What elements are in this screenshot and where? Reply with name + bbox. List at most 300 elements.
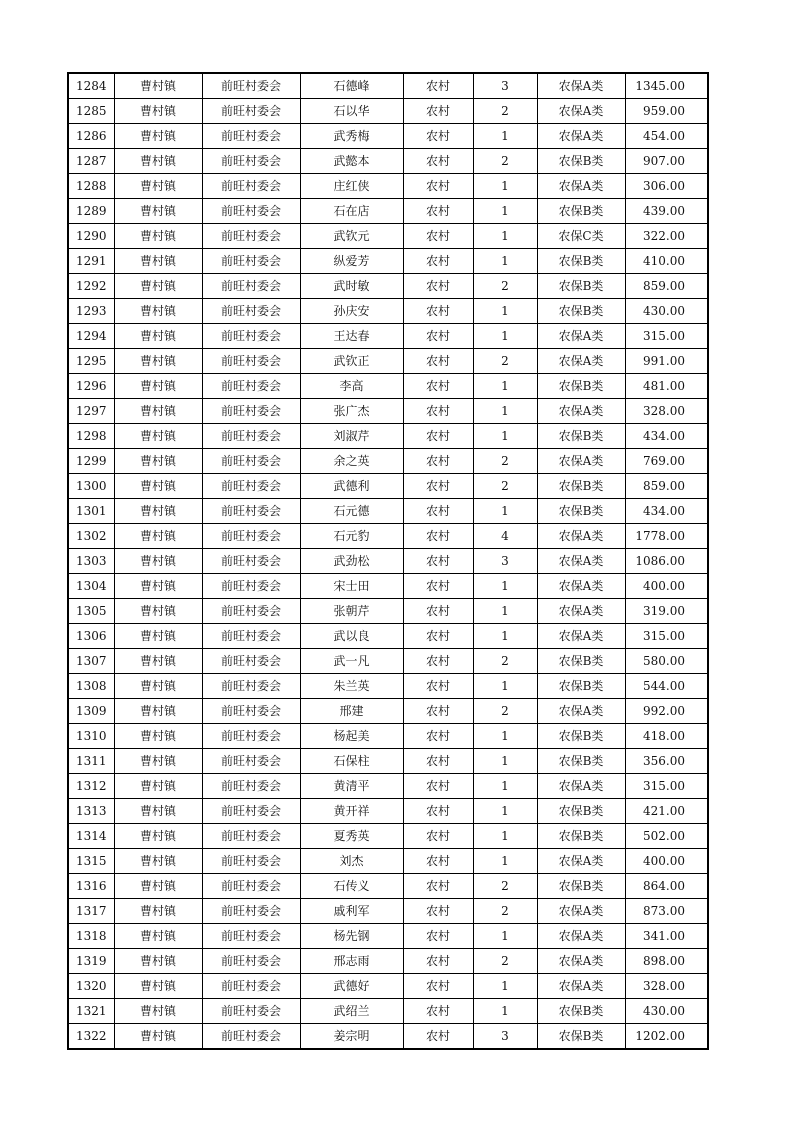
name-cell: 武德利 bbox=[300, 474, 403, 499]
town-cell: 曹村镇 bbox=[114, 799, 202, 824]
area-type-cell: 农村 bbox=[403, 849, 473, 874]
name-cell: 孙庆安 bbox=[300, 299, 403, 324]
area-type-cell: 农村 bbox=[403, 199, 473, 224]
household-size-cell: 1 bbox=[473, 624, 537, 649]
amount-cell: 356.00 bbox=[625, 749, 708, 774]
village-committee-cell: 前旺村委会 bbox=[202, 374, 300, 399]
town-cell: 曹村镇 bbox=[114, 549, 202, 574]
name-cell: 石德峰 bbox=[300, 73, 403, 99]
area-type-cell: 农村 bbox=[403, 749, 473, 774]
town-cell: 曹村镇 bbox=[114, 949, 202, 974]
amount-cell: 898.00 bbox=[625, 949, 708, 974]
insurance-category-cell: 农保B类 bbox=[537, 299, 625, 324]
insurance-category-cell: 农保B类 bbox=[537, 799, 625, 824]
village-committee-cell: 前旺村委会 bbox=[202, 124, 300, 149]
village-committee-cell: 前旺村委会 bbox=[202, 73, 300, 99]
village-committee-cell: 前旺村委会 bbox=[202, 199, 300, 224]
area-type-cell: 农村 bbox=[403, 574, 473, 599]
amount-cell: 434.00 bbox=[625, 499, 708, 524]
household-size-cell: 1 bbox=[473, 374, 537, 399]
town-cell: 曹村镇 bbox=[114, 399, 202, 424]
village-committee-cell: 前旺村委会 bbox=[202, 524, 300, 549]
household-size-cell: 1 bbox=[473, 724, 537, 749]
village-committee-cell: 前旺村委会 bbox=[202, 549, 300, 574]
insurance-category-cell: 农保B类 bbox=[537, 1024, 625, 1050]
town-cell: 曹村镇 bbox=[114, 524, 202, 549]
table-row bbox=[68, 899, 708, 924]
row-number-cell: 1313 bbox=[68, 799, 114, 824]
area-type-cell: 农村 bbox=[403, 474, 473, 499]
row-number-cell: 1290 bbox=[68, 224, 114, 249]
name-cell: 张广杰 bbox=[300, 399, 403, 424]
insurance-category-cell: 农保A类 bbox=[537, 99, 625, 124]
village-committee-cell: 前旺村委会 bbox=[202, 949, 300, 974]
name-cell: 李高 bbox=[300, 374, 403, 399]
row-number-cell: 1285 bbox=[68, 99, 114, 124]
table-row bbox=[68, 549, 708, 574]
name-cell: 武以良 bbox=[300, 624, 403, 649]
area-type-cell: 农村 bbox=[403, 149, 473, 174]
row-number-cell: 1288 bbox=[68, 174, 114, 199]
area-type-cell: 农村 bbox=[403, 349, 473, 374]
town-cell: 曹村镇 bbox=[114, 649, 202, 674]
amount-cell: 544.00 bbox=[625, 674, 708, 699]
table-row bbox=[68, 724, 708, 749]
insurance-category-cell: 农保A类 bbox=[537, 324, 625, 349]
amount-cell: 430.00 bbox=[625, 999, 708, 1024]
row-number-cell: 1287 bbox=[68, 149, 114, 174]
area-type-cell: 农村 bbox=[403, 949, 473, 974]
table-row bbox=[68, 874, 708, 899]
name-cell: 宋士田 bbox=[300, 574, 403, 599]
table-row bbox=[68, 799, 708, 824]
household-size-cell: 1 bbox=[473, 999, 537, 1024]
insurance-category-cell: 农保A类 bbox=[537, 624, 625, 649]
table-row bbox=[68, 324, 708, 349]
row-number-cell: 1296 bbox=[68, 374, 114, 399]
name-cell: 武秀梅 bbox=[300, 124, 403, 149]
amount-cell: 1202.00 bbox=[625, 1024, 708, 1050]
amount-cell: 430.00 bbox=[625, 299, 708, 324]
row-number-cell: 1318 bbox=[68, 924, 114, 949]
name-cell: 夏秀英 bbox=[300, 824, 403, 849]
area-type-cell: 农村 bbox=[403, 674, 473, 699]
area-type-cell: 农村 bbox=[403, 249, 473, 274]
area-type-cell: 农村 bbox=[403, 599, 473, 624]
town-cell: 曹村镇 bbox=[114, 249, 202, 274]
row-number-cell: 1312 bbox=[68, 774, 114, 799]
village-committee-cell: 前旺村委会 bbox=[202, 249, 300, 274]
table-row bbox=[68, 499, 708, 524]
amount-cell: 439.00 bbox=[625, 199, 708, 224]
row-number-cell: 1286 bbox=[68, 124, 114, 149]
row-number-cell: 1291 bbox=[68, 249, 114, 274]
village-committee-cell: 前旺村委会 bbox=[202, 149, 300, 174]
household-size-cell: 1 bbox=[473, 599, 537, 624]
town-cell: 曹村镇 bbox=[114, 199, 202, 224]
name-cell: 石元德 bbox=[300, 499, 403, 524]
table-row bbox=[68, 274, 708, 299]
area-type-cell: 农村 bbox=[403, 99, 473, 124]
insurance-category-cell: 农保B类 bbox=[537, 724, 625, 749]
household-size-cell: 1 bbox=[473, 799, 537, 824]
household-size-cell: 2 bbox=[473, 474, 537, 499]
name-cell: 黄清平 bbox=[300, 774, 403, 799]
town-cell: 曹村镇 bbox=[114, 99, 202, 124]
table-row bbox=[68, 249, 708, 274]
area-type-cell: 农村 bbox=[403, 524, 473, 549]
area-type-cell: 农村 bbox=[403, 124, 473, 149]
row-number-cell: 1303 bbox=[68, 549, 114, 574]
table-row bbox=[68, 824, 708, 849]
household-size-cell: 2 bbox=[473, 99, 537, 124]
table-row bbox=[68, 449, 708, 474]
village-committee-cell: 前旺村委会 bbox=[202, 324, 300, 349]
town-cell: 曹村镇 bbox=[114, 624, 202, 649]
amount-cell: 769.00 bbox=[625, 449, 708, 474]
row-number-cell: 1293 bbox=[68, 299, 114, 324]
amount-cell: 328.00 bbox=[625, 399, 708, 424]
name-cell: 刘杰 bbox=[300, 849, 403, 874]
insurance-category-cell: 农保B类 bbox=[537, 424, 625, 449]
area-type-cell: 农村 bbox=[403, 899, 473, 924]
row-number-cell: 1292 bbox=[68, 274, 114, 299]
village-committee-cell: 前旺村委会 bbox=[202, 999, 300, 1024]
table-row bbox=[68, 774, 708, 799]
row-number-cell: 1311 bbox=[68, 749, 114, 774]
household-size-cell: 2 bbox=[473, 349, 537, 374]
town-cell: 曹村镇 bbox=[114, 749, 202, 774]
table-row bbox=[68, 399, 708, 424]
area-type-cell: 农村 bbox=[403, 174, 473, 199]
village-committee-cell: 前旺村委会 bbox=[202, 874, 300, 899]
amount-cell: 959.00 bbox=[625, 99, 708, 124]
insurance-category-cell: 农保A类 bbox=[537, 449, 625, 474]
insurance-category-cell: 农保B类 bbox=[537, 874, 625, 899]
town-cell: 曹村镇 bbox=[114, 73, 202, 99]
town-cell: 曹村镇 bbox=[114, 174, 202, 199]
village-committee-cell: 前旺村委会 bbox=[202, 849, 300, 874]
row-number-cell: 1317 bbox=[68, 899, 114, 924]
table-body bbox=[68, 73, 708, 1049]
village-committee-cell: 前旺村委会 bbox=[202, 474, 300, 499]
town-cell: 曹村镇 bbox=[114, 124, 202, 149]
household-size-cell: 1 bbox=[473, 499, 537, 524]
row-number-cell: 1300 bbox=[68, 474, 114, 499]
row-number-cell: 1308 bbox=[68, 674, 114, 699]
amount-cell: 341.00 bbox=[625, 924, 708, 949]
name-cell: 邢志雨 bbox=[300, 949, 403, 974]
household-size-cell: 2 bbox=[473, 649, 537, 674]
insurance-category-cell: 农保B类 bbox=[537, 249, 625, 274]
town-cell: 曹村镇 bbox=[114, 574, 202, 599]
name-cell: 武钦元 bbox=[300, 224, 403, 249]
amount-cell: 454.00 bbox=[625, 124, 708, 149]
insurance-category-cell: 农保A类 bbox=[537, 924, 625, 949]
table-row bbox=[68, 99, 708, 124]
insurance-category-cell: 农保A类 bbox=[537, 549, 625, 574]
town-cell: 曹村镇 bbox=[114, 274, 202, 299]
amount-cell: 306.00 bbox=[625, 174, 708, 199]
row-number-cell: 1310 bbox=[68, 724, 114, 749]
village-committee-cell: 前旺村委会 bbox=[202, 174, 300, 199]
insurance-category-cell: 农保B类 bbox=[537, 999, 625, 1024]
insurance-category-cell: 农保A类 bbox=[537, 124, 625, 149]
village-committee-cell: 前旺村委会 bbox=[202, 799, 300, 824]
name-cell: 杨先钢 bbox=[300, 924, 403, 949]
name-cell: 黄开祥 bbox=[300, 799, 403, 824]
village-committee-cell: 前旺村委会 bbox=[202, 749, 300, 774]
name-cell: 石元豹 bbox=[300, 524, 403, 549]
town-cell: 曹村镇 bbox=[114, 899, 202, 924]
insurance-category-cell: 农保A类 bbox=[537, 899, 625, 924]
row-number-cell: 1299 bbox=[68, 449, 114, 474]
insurance-category-cell: 农保B类 bbox=[537, 149, 625, 174]
town-cell: 曹村镇 bbox=[114, 424, 202, 449]
town-cell: 曹村镇 bbox=[114, 474, 202, 499]
town-cell: 曹村镇 bbox=[114, 999, 202, 1024]
village-committee-cell: 前旺村委会 bbox=[202, 974, 300, 999]
village-committee-cell: 前旺村委会 bbox=[202, 899, 300, 924]
amount-cell: 418.00 bbox=[625, 724, 708, 749]
table-row bbox=[68, 374, 708, 399]
name-cell: 刘淑芹 bbox=[300, 424, 403, 449]
village-committee-cell: 前旺村委会 bbox=[202, 649, 300, 674]
household-size-cell: 1 bbox=[473, 574, 537, 599]
household-size-cell: 1 bbox=[473, 249, 537, 274]
amount-cell: 1345.00 bbox=[625, 73, 708, 99]
insurance-category-cell: 农保A类 bbox=[537, 699, 625, 724]
household-size-cell: 1 bbox=[473, 749, 537, 774]
household-size-cell: 1 bbox=[473, 174, 537, 199]
insurance-category-cell: 农保A类 bbox=[537, 174, 625, 199]
amount-cell: 400.00 bbox=[625, 849, 708, 874]
table-row bbox=[68, 149, 708, 174]
amount-cell: 859.00 bbox=[625, 274, 708, 299]
town-cell: 曹村镇 bbox=[114, 774, 202, 799]
table-row bbox=[68, 349, 708, 374]
amount-cell: 992.00 bbox=[625, 699, 708, 724]
name-cell: 姜宗明 bbox=[300, 1024, 403, 1050]
insurance-category-cell: 农保B类 bbox=[537, 199, 625, 224]
town-cell: 曹村镇 bbox=[114, 499, 202, 524]
amount-cell: 434.00 bbox=[625, 424, 708, 449]
area-type-cell: 农村 bbox=[403, 649, 473, 674]
village-committee-cell: 前旺村委会 bbox=[202, 824, 300, 849]
table-row bbox=[68, 299, 708, 324]
household-size-cell: 1 bbox=[473, 324, 537, 349]
row-number-cell: 1302 bbox=[68, 524, 114, 549]
town-cell: 曹村镇 bbox=[114, 374, 202, 399]
name-cell: 石在店 bbox=[300, 199, 403, 224]
village-committee-cell: 前旺村委会 bbox=[202, 499, 300, 524]
insurance-category-cell: 农保B类 bbox=[537, 474, 625, 499]
household-size-cell: 1 bbox=[473, 674, 537, 699]
village-committee-cell: 前旺村委会 bbox=[202, 699, 300, 724]
household-size-cell: 1 bbox=[473, 199, 537, 224]
table-row bbox=[68, 924, 708, 949]
insurance-category-cell: 农保B类 bbox=[537, 824, 625, 849]
insurance-category-cell: 农保B类 bbox=[537, 274, 625, 299]
town-cell: 曹村镇 bbox=[114, 924, 202, 949]
insurance-category-cell: 农保A类 bbox=[537, 849, 625, 874]
town-cell: 曹村镇 bbox=[114, 724, 202, 749]
amount-cell: 907.00 bbox=[625, 149, 708, 174]
household-size-cell: 1 bbox=[473, 849, 537, 874]
row-number-cell: 1314 bbox=[68, 824, 114, 849]
town-cell: 曹村镇 bbox=[114, 674, 202, 699]
area-type-cell: 农村 bbox=[403, 824, 473, 849]
table-row bbox=[68, 73, 708, 99]
town-cell: 曹村镇 bbox=[114, 449, 202, 474]
insurance-category-cell: 农保A类 bbox=[537, 349, 625, 374]
row-number-cell: 1319 bbox=[68, 949, 114, 974]
table-row bbox=[68, 599, 708, 624]
name-cell: 邢建 bbox=[300, 699, 403, 724]
name-cell: 武绍兰 bbox=[300, 999, 403, 1024]
amount-cell: 410.00 bbox=[625, 249, 708, 274]
amount-cell: 315.00 bbox=[625, 774, 708, 799]
household-size-cell: 1 bbox=[473, 224, 537, 249]
village-committee-cell: 前旺村委会 bbox=[202, 99, 300, 124]
area-type-cell: 农村 bbox=[403, 499, 473, 524]
town-cell: 曹村镇 bbox=[114, 974, 202, 999]
area-type-cell: 农村 bbox=[403, 724, 473, 749]
insurance-category-cell: 农保B类 bbox=[537, 674, 625, 699]
village-committee-cell: 前旺村委会 bbox=[202, 624, 300, 649]
village-committee-cell: 前旺村委会 bbox=[202, 224, 300, 249]
area-type-cell: 农村 bbox=[403, 1024, 473, 1050]
table-row bbox=[68, 224, 708, 249]
village-committee-cell: 前旺村委会 bbox=[202, 1024, 300, 1050]
household-size-cell: 2 bbox=[473, 874, 537, 899]
row-number-cell: 1309 bbox=[68, 699, 114, 724]
table-row bbox=[68, 699, 708, 724]
table-row bbox=[68, 949, 708, 974]
village-committee-cell: 前旺村委会 bbox=[202, 924, 300, 949]
insurance-category-cell: 农保A类 bbox=[537, 599, 625, 624]
amount-cell: 328.00 bbox=[625, 974, 708, 999]
town-cell: 曹村镇 bbox=[114, 1024, 202, 1050]
name-cell: 石以华 bbox=[300, 99, 403, 124]
insurance-category-cell: 农保B类 bbox=[537, 374, 625, 399]
town-cell: 曹村镇 bbox=[114, 699, 202, 724]
village-committee-cell: 前旺村委会 bbox=[202, 299, 300, 324]
insurance-category-cell: 农保A类 bbox=[537, 574, 625, 599]
town-cell: 曹村镇 bbox=[114, 874, 202, 899]
row-number-cell: 1307 bbox=[68, 649, 114, 674]
village-committee-cell: 前旺村委会 bbox=[202, 349, 300, 374]
area-type-cell: 农村 bbox=[403, 449, 473, 474]
household-size-cell: 1 bbox=[473, 774, 537, 799]
amount-cell: 502.00 bbox=[625, 824, 708, 849]
row-number-cell: 1301 bbox=[68, 499, 114, 524]
town-cell: 曹村镇 bbox=[114, 599, 202, 624]
table-row bbox=[68, 1024, 708, 1050]
village-committee-cell: 前旺村委会 bbox=[202, 424, 300, 449]
town-cell: 曹村镇 bbox=[114, 324, 202, 349]
area-type-cell: 农村 bbox=[403, 324, 473, 349]
household-size-cell: 1 bbox=[473, 299, 537, 324]
insurance-category-cell: 农保A类 bbox=[537, 73, 625, 99]
area-type-cell: 农村 bbox=[403, 774, 473, 799]
amount-cell: 864.00 bbox=[625, 874, 708, 899]
insurance-category-cell: 农保B类 bbox=[537, 649, 625, 674]
table-row bbox=[68, 524, 708, 549]
name-cell: 杨起美 bbox=[300, 724, 403, 749]
area-type-cell: 农村 bbox=[403, 399, 473, 424]
insurance-category-cell: 农保A类 bbox=[537, 399, 625, 424]
name-cell: 武德好 bbox=[300, 974, 403, 999]
insurance-category-cell: 农保A类 bbox=[537, 524, 625, 549]
table-row bbox=[68, 674, 708, 699]
name-cell: 戚利军 bbox=[300, 899, 403, 924]
household-size-cell: 2 bbox=[473, 449, 537, 474]
village-committee-cell: 前旺村委会 bbox=[202, 774, 300, 799]
area-type-cell: 农村 bbox=[403, 624, 473, 649]
amount-cell: 315.00 bbox=[625, 624, 708, 649]
amount-cell: 421.00 bbox=[625, 799, 708, 824]
household-size-cell: 1 bbox=[473, 974, 537, 999]
name-cell: 武劲松 bbox=[300, 549, 403, 574]
household-size-cell: 2 bbox=[473, 149, 537, 174]
amount-cell: 315.00 bbox=[625, 324, 708, 349]
table-row bbox=[68, 974, 708, 999]
insurance-category-cell: 农保A类 bbox=[537, 949, 625, 974]
household-size-cell: 2 bbox=[473, 949, 537, 974]
household-size-cell: 2 bbox=[473, 899, 537, 924]
row-number-cell: 1289 bbox=[68, 199, 114, 224]
table-row bbox=[68, 424, 708, 449]
name-cell: 石保柱 bbox=[300, 749, 403, 774]
area-type-cell: 农村 bbox=[403, 73, 473, 99]
name-cell: 纵爱芳 bbox=[300, 249, 403, 274]
area-type-cell: 农村 bbox=[403, 374, 473, 399]
table-row bbox=[68, 574, 708, 599]
insurance-category-cell: 农保B类 bbox=[537, 499, 625, 524]
row-number-cell: 1322 bbox=[68, 1024, 114, 1050]
row-number-cell: 1321 bbox=[68, 999, 114, 1024]
name-cell: 余之英 bbox=[300, 449, 403, 474]
row-number-cell: 1294 bbox=[68, 324, 114, 349]
town-cell: 曹村镇 bbox=[114, 349, 202, 374]
name-cell: 庄红侠 bbox=[300, 174, 403, 199]
household-size-cell: 2 bbox=[473, 699, 537, 724]
village-committee-cell: 前旺村委会 bbox=[202, 449, 300, 474]
area-type-cell: 农村 bbox=[403, 424, 473, 449]
household-size-cell: 1 bbox=[473, 399, 537, 424]
amount-cell: 481.00 bbox=[625, 374, 708, 399]
amount-cell: 322.00 bbox=[625, 224, 708, 249]
table-row bbox=[68, 174, 708, 199]
amount-cell: 319.00 bbox=[625, 599, 708, 624]
area-type-cell: 农村 bbox=[403, 799, 473, 824]
name-cell: 武时敏 bbox=[300, 274, 403, 299]
name-cell: 武一凡 bbox=[300, 649, 403, 674]
row-number-cell: 1295 bbox=[68, 349, 114, 374]
amount-cell: 859.00 bbox=[625, 474, 708, 499]
name-cell: 武钦正 bbox=[300, 349, 403, 374]
row-number-cell: 1320 bbox=[68, 974, 114, 999]
amount-cell: 580.00 bbox=[625, 649, 708, 674]
household-size-cell: 3 bbox=[473, 549, 537, 574]
area-type-cell: 农村 bbox=[403, 999, 473, 1024]
town-cell: 曹村镇 bbox=[114, 849, 202, 874]
insurance-category-cell: 农保A类 bbox=[537, 974, 625, 999]
town-cell: 曹村镇 bbox=[114, 149, 202, 174]
amount-cell: 400.00 bbox=[625, 574, 708, 599]
area-type-cell: 农村 bbox=[403, 299, 473, 324]
